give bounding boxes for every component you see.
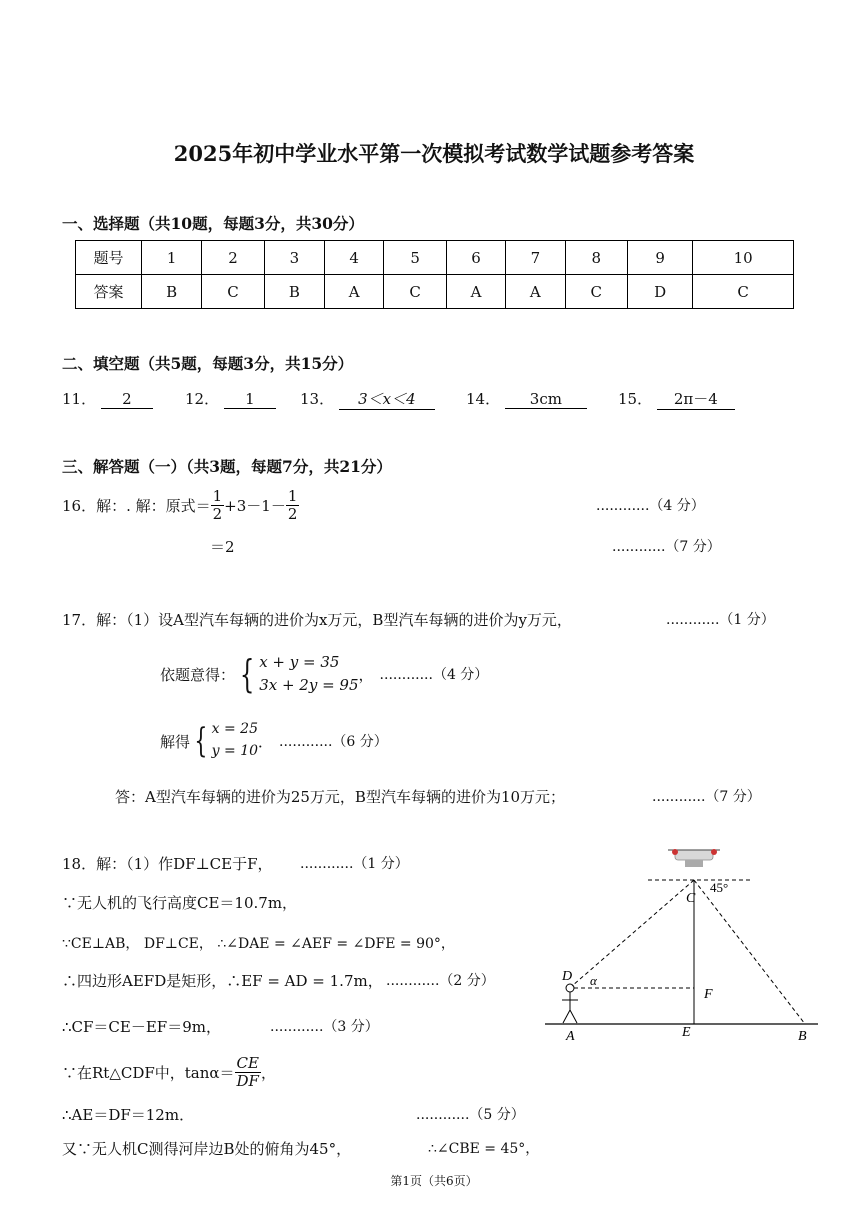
fill-answer: 1 <box>224 390 276 409</box>
table-row <box>76 241 794 275</box>
fill-item-12 <box>185 388 276 409</box>
question-number-cell: 2 <box>202 241 265 275</box>
fraction <box>211 488 225 522</box>
sol-tail: ． <box>258 732 274 751</box>
line6-lead: ∵在Rt△CDF中，tanα＝ <box>62 1063 235 1082</box>
answer-cell: C <box>693 275 794 309</box>
q17-solution <box>160 718 388 764</box>
fill-item-11 <box>62 388 153 409</box>
question-number-cell: 10 <box>693 241 794 275</box>
question-number-cell: 8 <box>565 241 628 275</box>
question-number-cell: 4 <box>325 241 384 275</box>
fill-answer: 2π－4 <box>657 388 735 410</box>
eq-tail: ， <box>358 665 374 684</box>
eq-lead: 依题意得： <box>160 665 236 684</box>
denominator: 2 <box>287 504 298 523</box>
q18-line5: ∴CF＝CE－EF＝9m， <box>62 1018 221 1036</box>
q18-line7: ∴AE＝DF＝12m． <box>62 1106 195 1124</box>
q18-score5: ............（3 分） <box>270 1019 379 1035</box>
answer-cell: C <box>384 275 447 309</box>
q16-line2: ＝2 <box>210 538 235 556</box>
denominator: 2 <box>212 504 223 523</box>
numerator: 1 <box>212 487 223 505</box>
label-alpha: α <box>590 973 597 988</box>
q16-middle: +3－1－ <box>224 496 286 515</box>
equation-2: 3x + 2y = 95 <box>259 676 359 694</box>
label-E: E <box>682 1025 691 1040</box>
answer-cell: A <box>446 275 505 309</box>
q18-line2: ∵无人机的飞行高度CE＝10.7m， <box>62 894 298 912</box>
label-A: A <box>566 1029 575 1044</box>
page-footer: 第1页（共6页） <box>390 1174 478 1188</box>
fill-answer: 2 <box>101 390 153 409</box>
fraction <box>235 1055 261 1089</box>
solution-system <box>212 719 258 762</box>
fill-number: 12． <box>185 390 220 408</box>
numerator: 1 <box>287 487 298 505</box>
question-number-cell: 6 <box>446 241 505 275</box>
q17-line1: 17．解：（1）设A型汽车每辆的进价为x万元，B型汽车每辆的进价为y万元， <box>62 611 572 629</box>
denominator: DF <box>236 1071 259 1090</box>
answer-cell: C <box>202 275 265 309</box>
answer-cell: A <box>325 275 384 309</box>
fill-number: 14． <box>466 390 501 408</box>
section1-heading: 一、选择题（共10题，每题3分，共30分） <box>62 214 364 233</box>
q17-system <box>160 650 488 698</box>
equation-system <box>259 651 358 698</box>
fill-number: 13． <box>300 390 335 408</box>
q18-score1: ............（1 分） <box>300 856 409 872</box>
question-number-cell: 9 <box>628 241 693 275</box>
drone-figure <box>540 840 825 1050</box>
answer-cell: B <box>142 275 202 309</box>
q17-answer: 答：A型汽车每辆的进价为25万元，B型汽车每辆的进价为10万元； <box>115 788 566 806</box>
q18-line8: 又∵无人机C测得河岸边B处的俯角为45°， <box>62 1140 352 1158</box>
q18-line1: 18．解：（1）作DF⊥CE于F， <box>62 855 273 873</box>
answer-cell: A <box>506 275 565 309</box>
row-label-answer: 答案 <box>76 275 142 309</box>
solution-2: y = 10 <box>211 743 259 759</box>
numerator: CE <box>236 1054 259 1072</box>
fill-item-14 <box>466 388 587 409</box>
q18-score7: ............（5 分） <box>416 1107 525 1123</box>
label-45-degree: 45° <box>710 880 729 895</box>
fill-number: 15． <box>618 390 653 408</box>
q16-score1: ............（4 分） <box>596 498 705 514</box>
fill-number: 11． <box>62 390 97 408</box>
q16-line1 <box>62 482 299 528</box>
question-number-cell: 3 <box>264 241 324 275</box>
q17-score4: ............（7 分） <box>652 789 761 805</box>
q17-score2: ............（4 分） <box>379 667 489 683</box>
label-B: B <box>798 1029 807 1044</box>
q16-score2: ............（7 分） <box>612 539 721 555</box>
label-D: D <box>562 969 573 984</box>
answer-cell: C <box>565 275 628 309</box>
q18-line3: ∵CE⊥AB， DF⊥CE， ∴∠DAE = ∠AEF = ∠DFE = 90°， <box>62 936 455 952</box>
q18-line4: ∴四边形AEFD是矩形，∴EF = AD = 1.7m， <box>62 972 383 990</box>
sol-lead: 解得 <box>160 732 191 751</box>
q17-score3: ............（6 分） <box>279 734 388 750</box>
fill-item-13 <box>300 388 435 410</box>
label-F: F <box>704 987 713 1002</box>
page-title: 2025年初中学业水平第一次模拟考试数学试题参考答案 <box>173 141 695 166</box>
brace-icon: { <box>194 721 208 761</box>
section2-heading: 二、填空题（共5题，每题3分，共15分） <box>62 354 354 373</box>
equation-1: x + y = 35 <box>259 652 340 671</box>
fill-answer: 3cm <box>505 390 587 409</box>
table-row <box>76 275 794 309</box>
fill-answer: 3＜x＜4 <box>339 388 435 410</box>
solution-1: x = 25 <box>211 721 258 738</box>
question-number-cell: 5 <box>384 241 447 275</box>
question-number-cell: 1 <box>142 241 202 275</box>
q18-score4: ............（2 分） <box>386 973 495 989</box>
q18-line6 <box>62 1048 276 1096</box>
fraction <box>286 488 300 522</box>
drone-icon <box>668 849 720 867</box>
brace-icon: { <box>239 652 255 696</box>
row-label-question: 题号 <box>76 241 142 275</box>
answer-table <box>75 240 794 309</box>
line6-tail: ， <box>260 1063 276 1082</box>
person-icon <box>562 984 578 1023</box>
question-number-cell: 7 <box>506 241 565 275</box>
q17-score1: ............（1 分） <box>666 612 775 628</box>
label-C: C <box>686 891 696 906</box>
q16-lead: 16．解：. 解：原式＝ <box>62 496 211 515</box>
answer-cell: D <box>628 275 693 309</box>
fill-item-15 <box>618 388 735 410</box>
answer-cell: B <box>264 275 324 309</box>
q18-line8b: ∴∠CBE = 45°， <box>428 1141 540 1157</box>
section3-heading: 三、解答题（一）（共3题，每题7分，共21分） <box>62 457 392 476</box>
